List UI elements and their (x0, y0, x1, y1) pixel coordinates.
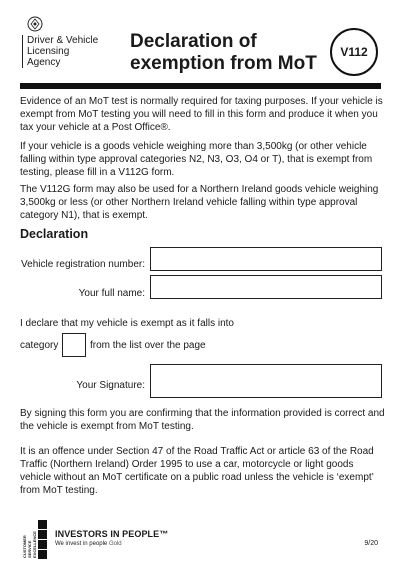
vehicle-registration-field[interactable] (150, 247, 382, 271)
full-name-field[interactable] (150, 275, 382, 299)
iip-level: Gold (108, 541, 122, 547)
exempt-statement: I declare that my vehicle is exempt as it falls into (20, 318, 234, 329)
intro-paragraph-3: The V112G form may also be used for a Northern Ireland goods vehicle weighing 3,500kg or less (or other Northern Ireland vehicle falling within type approval category N1), that is exempt. (20, 184, 379, 221)
investors-in-people-title: INVESTORS IN PEOPLE™ (55, 529, 169, 539)
closing-paragraph-1: By signing this form you are confirming that the information provided is correct and the vehicle is exempt from MoT testing. (20, 408, 385, 432)
full-name-label: Your full name: (78, 288, 145, 299)
cse-badge-icon (38, 520, 47, 560)
title-line-1: Declaration of (130, 31, 257, 52)
investors-in-people-tagline (55, 541, 122, 547)
iip-tagline-text: We invest in people (55, 541, 108, 547)
title-line-2: exemption from MoT (130, 53, 317, 74)
declaration-heading: Declaration (20, 227, 89, 241)
page-title (130, 31, 330, 75)
customer-service-excellence-logo: CUSTOMER SERVICE EXCELLENCE (22, 531, 37, 558)
vehicle-registration-label: Vehicle registration number: (21, 259, 145, 270)
agency-name (22, 35, 127, 68)
category-field[interactable] (62, 333, 86, 357)
signature-label: Your Signature: (76, 380, 145, 391)
intro-paragraph-2: If your vehicle is a goods vehicle weighing more than 3,500kg (or other vehicle falling within type approval categories N2, N3, O3, O4 or T), that is exempt from testing, please fill in a V112G form. (20, 141, 373, 178)
header-divider (20, 83, 381, 89)
page-reference: 9/20 (364, 540, 378, 547)
category-label: category (20, 340, 59, 351)
signature-field[interactable] (150, 364, 382, 398)
category-suffix: from the list over the page (90, 340, 206, 351)
agency-line-2: Licensing (27, 46, 70, 57)
agency-line-3: Agency (27, 57, 61, 68)
agency-line-1: Driver & Vehicle (27, 35, 99, 46)
intro-paragraph-1: Evidence of an MoT test is normally required for taxing purposes. If your vehicle is exempt from MoT testing you will need to fill in this form and produce it when you tax your vehicle at a Post Office®. (20, 96, 383, 133)
royal-crest-icon (25, 14, 45, 34)
closing-paragraph-2: It is an offence under Section 47 of the Road Traffic Act or article 63 of the Road Traffic (Northern Ireland) Order 1995 to use a car, motorcycle or light goods vehicle without an MoT certificate on a public road unless the vehicle is ‘exempt’ from MoT testing. (20, 446, 374, 496)
form-code-badge: V112 (330, 28, 378, 76)
